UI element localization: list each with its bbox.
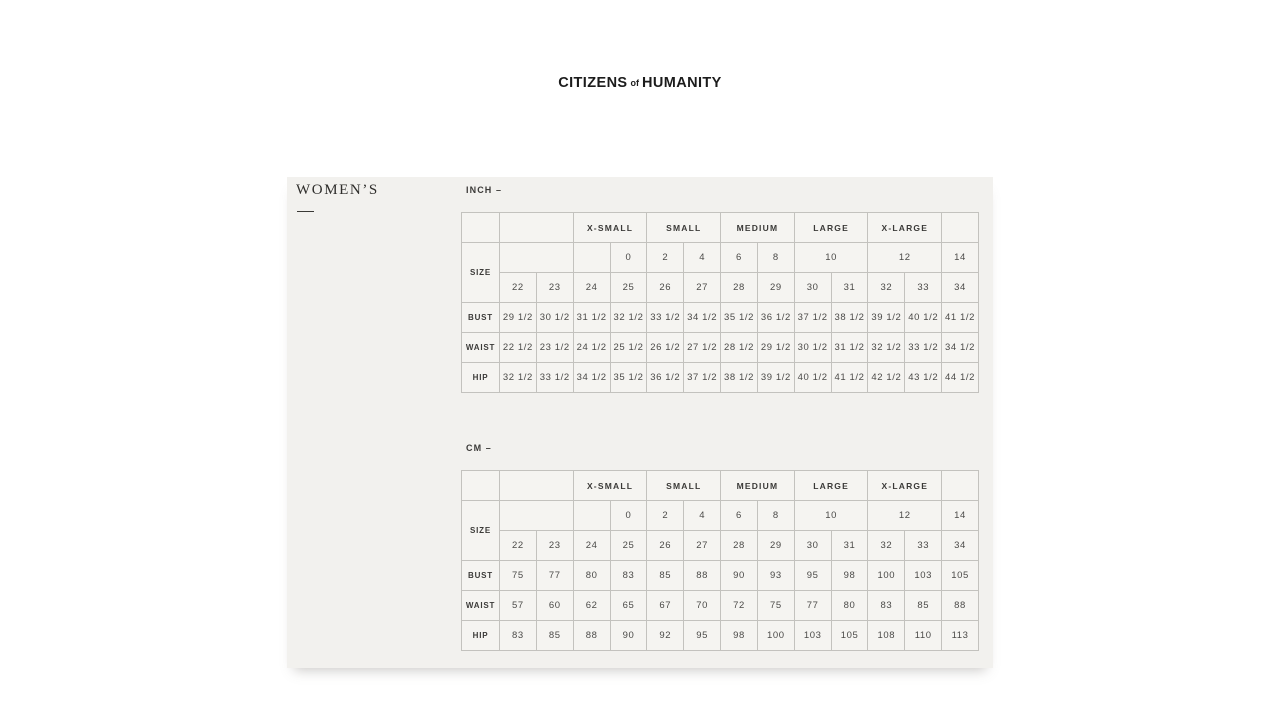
measurement-value-cell: 70 <box>684 591 721 621</box>
measurement-value-cell: 98 <box>721 621 758 651</box>
measurement-value-cell: 27 1/2 <box>684 333 721 363</box>
size-number-cell: 12 <box>868 243 942 273</box>
group-header-cell: MEDIUM <box>721 471 795 501</box>
size-number-cell: 23 <box>536 273 573 303</box>
measurement-value-cell: 38 1/2 <box>721 363 758 393</box>
size-row-label-cell: SIZE <box>462 501 500 561</box>
measurement-value-cell: 24 1/2 <box>573 333 610 363</box>
measurement-value-cell: 44 1/2 <box>942 363 979 393</box>
group-header-cell <box>500 471 574 501</box>
measurement-value-cell: 108 <box>868 621 905 651</box>
size-number-cell <box>573 501 610 531</box>
size-number-cell: 4 <box>684 243 721 273</box>
measurement-row <box>462 591 979 621</box>
measurement-value-cell: 26 1/2 <box>647 333 684 363</box>
measurement-value-cell: 85 <box>905 591 942 621</box>
measurement-label-cell: BUST <box>462 561 500 591</box>
measurement-value-cell: 42 1/2 <box>868 363 905 393</box>
corner-cell <box>462 471 500 501</box>
size-number-cell: 6 <box>721 243 758 273</box>
size-number-cell: 0 <box>610 501 647 531</box>
measurement-label-cell: HIP <box>462 363 500 393</box>
measurement-value-cell: 110 <box>905 621 942 651</box>
size-number-cell: 28 <box>721 273 758 303</box>
measurement-value-cell: 57 <box>500 591 537 621</box>
measurement-value-cell: 88 <box>942 591 979 621</box>
size-guide-panel <box>287 177 993 668</box>
measurement-label-cell: WAIST <box>462 591 500 621</box>
size-number-cell: 14 <box>942 501 979 531</box>
size-number-cell: 30 <box>794 531 831 561</box>
size-number-cell: 25 <box>610 273 647 303</box>
measurement-value-cell: 113 <box>942 621 979 651</box>
size-number-cell <box>500 501 574 531</box>
inch-size-table <box>461 212 979 393</box>
measurement-value-cell: 100 <box>868 561 905 591</box>
size-number-cell: 27 <box>684 531 721 561</box>
measurement-value-cell: 31 1/2 <box>831 333 868 363</box>
size-bottom-row <box>462 531 979 561</box>
size-number-cell: 10 <box>794 501 868 531</box>
size-top-row <box>462 501 979 531</box>
measurement-label-cell: WAIST <box>462 333 500 363</box>
cm-unit-label: CM – <box>466 443 492 453</box>
size-row-label-cell: SIZE <box>462 243 500 303</box>
size-number-cell: 2 <box>647 501 684 531</box>
measurement-value-cell: 23 1/2 <box>536 333 573 363</box>
measurement-value-cell: 85 <box>647 561 684 591</box>
measurement-value-cell: 34 1/2 <box>573 363 610 393</box>
measurement-row <box>462 303 979 333</box>
measurement-value-cell: 29 1/2 <box>757 333 794 363</box>
measurement-value-cell: 83 <box>610 561 647 591</box>
measurement-value-cell: 38 1/2 <box>831 303 868 333</box>
measurement-value-cell: 37 1/2 <box>794 303 831 333</box>
size-number-cell: 32 <box>868 273 905 303</box>
measurement-value-cell: 43 1/2 <box>905 363 942 393</box>
size-number-cell: 28 <box>721 531 758 561</box>
group-header-cell: LARGE <box>794 471 868 501</box>
measurement-value-cell: 77 <box>536 561 573 591</box>
measurement-value-cell: 36 1/2 <box>757 303 794 333</box>
size-bottom-row <box>462 273 979 303</box>
measurement-value-cell: 34 1/2 <box>684 303 721 333</box>
cm-section <box>461 443 979 651</box>
group-header-cell: X-SMALL <box>573 213 647 243</box>
measurement-value-cell: 29 1/2 <box>500 303 537 333</box>
group-header-cell: X-SMALL <box>573 471 647 501</box>
group-header-cell: X-LARGE <box>868 213 942 243</box>
size-number-cell: 23 <box>536 531 573 561</box>
measurement-value-cell: 28 1/2 <box>721 333 758 363</box>
size-top-row <box>462 243 979 273</box>
measurement-value-cell: 65 <box>610 591 647 621</box>
size-number-cell: 22 <box>500 273 537 303</box>
inch-unit-label: INCH – <box>466 185 503 195</box>
size-number-cell: 26 <box>647 531 684 561</box>
measurement-value-cell: 67 <box>647 591 684 621</box>
measurement-value-cell: 88 <box>684 561 721 591</box>
brand-logo <box>0 75 1280 91</box>
size-number-cell: 26 <box>647 273 684 303</box>
size-number-cell: 8 <box>757 243 794 273</box>
group-header-row <box>462 471 979 501</box>
size-number-cell: 24 <box>573 531 610 561</box>
group-header-cell <box>942 471 979 501</box>
title-underline <box>297 211 314 212</box>
size-number-cell: 4 <box>684 501 721 531</box>
size-number-cell: 30 <box>794 273 831 303</box>
group-header-cell <box>500 213 574 243</box>
size-number-cell: 31 <box>831 273 868 303</box>
measurement-value-cell: 60 <box>536 591 573 621</box>
measurement-value-cell: 32 1/2 <box>868 333 905 363</box>
measurement-value-cell: 30 1/2 <box>536 303 573 333</box>
measurement-value-cell: 80 <box>573 561 610 591</box>
measurement-value-cell: 77 <box>794 591 831 621</box>
measurement-value-cell: 95 <box>684 621 721 651</box>
measurement-value-cell: 105 <box>942 561 979 591</box>
measurement-value-cell: 62 <box>573 591 610 621</box>
size-number-cell: 6 <box>721 501 758 531</box>
group-header-cell: X-LARGE <box>868 471 942 501</box>
brand-text-of: of <box>630 77 640 88</box>
size-number-cell: 34 <box>942 273 979 303</box>
size-number-cell: 31 <box>831 531 868 561</box>
measurement-value-cell: 75 <box>500 561 537 591</box>
size-number-cell: 29 <box>757 531 794 561</box>
measurement-row <box>462 363 979 393</box>
measurement-value-cell: 30 1/2 <box>794 333 831 363</box>
measurement-value-cell: 37 1/2 <box>684 363 721 393</box>
measurement-value-cell: 72 <box>721 591 758 621</box>
brand-text-humanity: HUMANITY <box>642 75 722 91</box>
measurement-value-cell: 39 1/2 <box>757 363 794 393</box>
size-number-cell: 25 <box>610 531 647 561</box>
size-number-cell: 0 <box>610 243 647 273</box>
section-title-womens: WOMEN’S <box>296 182 379 198</box>
size-number-cell <box>500 243 574 273</box>
size-number-cell: 32 <box>868 531 905 561</box>
corner-cell <box>462 213 500 243</box>
measurement-label-cell: HIP <box>462 621 500 651</box>
measurement-value-cell: 33 1/2 <box>536 363 573 393</box>
size-number-cell: 27 <box>684 273 721 303</box>
group-header-cell <box>942 213 979 243</box>
measurement-value-cell: 25 1/2 <box>610 333 647 363</box>
measurement-value-cell: 33 1/2 <box>647 303 684 333</box>
inch-section <box>461 185 979 393</box>
measurement-value-cell: 36 1/2 <box>647 363 684 393</box>
measurement-value-cell: 35 1/2 <box>610 363 647 393</box>
size-number-cell: 2 <box>647 243 684 273</box>
size-number-cell: 34 <box>942 531 979 561</box>
measurement-value-cell: 90 <box>610 621 647 651</box>
measurement-value-cell: 40 1/2 <box>905 303 942 333</box>
measurement-value-cell: 98 <box>831 561 868 591</box>
measurement-value-cell: 39 1/2 <box>868 303 905 333</box>
brand-text-citizens: CITIZENS <box>558 75 628 91</box>
measurement-value-cell: 41 1/2 <box>831 363 868 393</box>
measurement-value-cell: 83 <box>868 591 905 621</box>
measurement-value-cell: 92 <box>647 621 684 651</box>
measurement-value-cell: 103 <box>905 561 942 591</box>
size-number-cell: 33 <box>905 531 942 561</box>
size-number-cell: 12 <box>868 501 942 531</box>
size-number-cell: 29 <box>757 273 794 303</box>
group-header-row <box>462 213 979 243</box>
measurement-value-cell: 75 <box>757 591 794 621</box>
size-number-cell: 8 <box>757 501 794 531</box>
size-number-cell: 24 <box>573 273 610 303</box>
measurement-value-cell: 80 <box>831 591 868 621</box>
size-number-cell <box>573 243 610 273</box>
measurement-value-cell: 33 1/2 <box>905 333 942 363</box>
measurement-value-cell: 32 1/2 <box>610 303 647 333</box>
size-number-cell: 14 <box>942 243 979 273</box>
group-header-cell: SMALL <box>647 213 721 243</box>
measurement-value-cell: 103 <box>794 621 831 651</box>
measurement-value-cell: 90 <box>721 561 758 591</box>
measurement-value-cell: 83 <box>500 621 537 651</box>
measurement-value-cell: 41 1/2 <box>942 303 979 333</box>
size-number-cell: 22 <box>500 531 537 561</box>
measurement-row <box>462 333 979 363</box>
measurement-value-cell: 100 <box>757 621 794 651</box>
measurement-value-cell: 88 <box>573 621 610 651</box>
size-number-cell: 33 <box>905 273 942 303</box>
measurement-row <box>462 621 979 651</box>
cm-size-table <box>461 470 979 651</box>
measurement-value-cell: 31 1/2 <box>573 303 610 333</box>
measurement-value-cell: 34 1/2 <box>942 333 979 363</box>
measurement-value-cell: 22 1/2 <box>500 333 537 363</box>
measurement-label-cell: BUST <box>462 303 500 333</box>
group-header-cell: LARGE <box>794 213 868 243</box>
measurement-value-cell: 35 1/2 <box>721 303 758 333</box>
measurement-row <box>462 561 979 591</box>
measurement-value-cell: 93 <box>757 561 794 591</box>
measurement-value-cell: 85 <box>536 621 573 651</box>
group-header-cell: SMALL <box>647 471 721 501</box>
group-header-cell: MEDIUM <box>721 213 795 243</box>
measurement-value-cell: 95 <box>794 561 831 591</box>
measurement-value-cell: 105 <box>831 621 868 651</box>
measurement-value-cell: 32 1/2 <box>500 363 537 393</box>
measurement-value-cell: 40 1/2 <box>794 363 831 393</box>
size-number-cell: 10 <box>794 243 868 273</box>
